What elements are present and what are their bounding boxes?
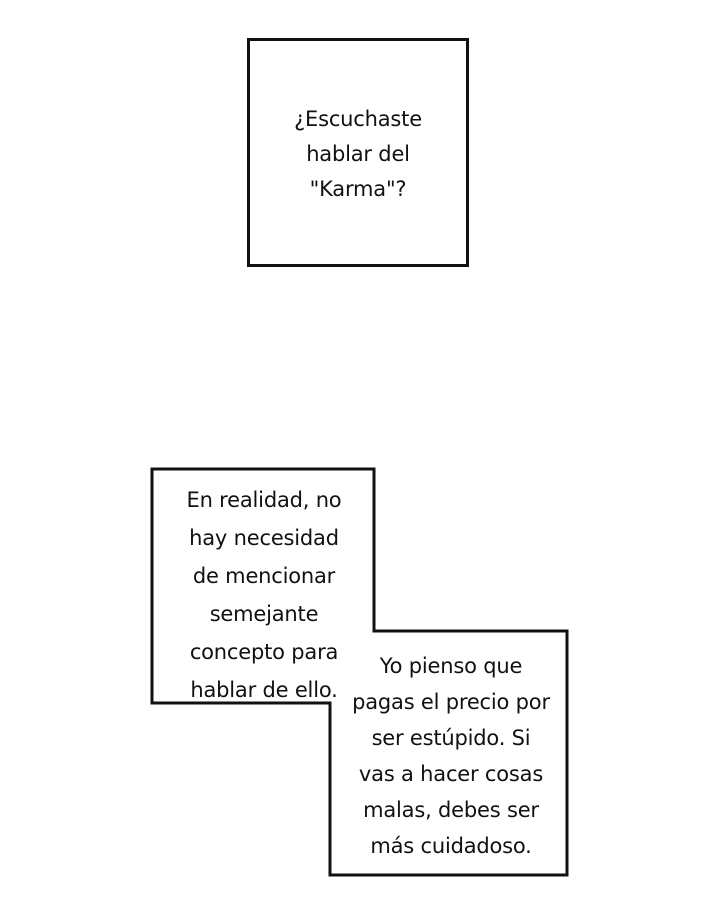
caption-reality-text: En realidad, no hay necesidad de mencionar semejante concepto para hablar de ello. [186, 488, 342, 702]
caption-opinion-text: Yo pienso que pagas el precio por ser estúpido. Si vas a hacer cosas malas, debes ser más cuidadoso. [352, 654, 550, 858]
caption-question-text: ¿Escuchaste hablar del "Karma"? [294, 107, 422, 201]
